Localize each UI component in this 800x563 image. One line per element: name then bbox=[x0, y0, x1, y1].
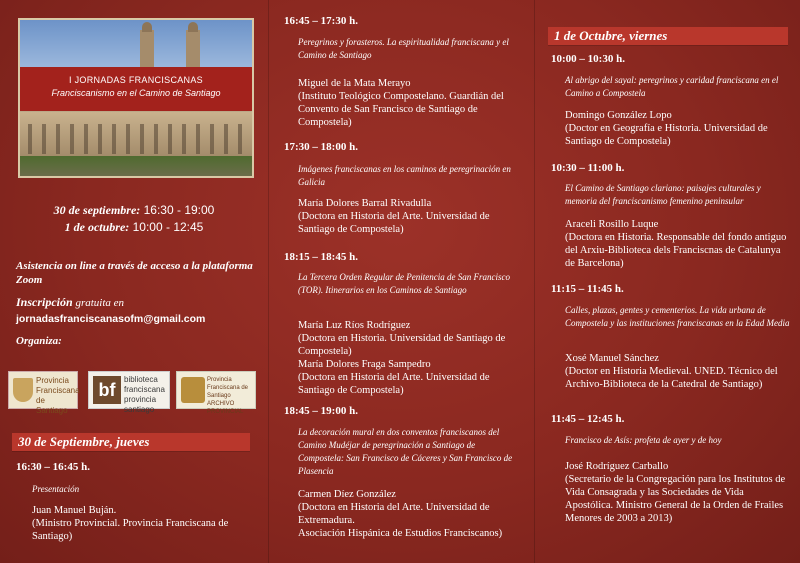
online-note: Asistencia on line a través de acceso a la plataforma Zoom bbox=[16, 260, 253, 286]
session-title: Al abrigo del sayal: peregrinos y caridad franciscana en el Camino a Compostela bbox=[565, 75, 779, 98]
date-label: 1 de octubre bbox=[64, 220, 126, 234]
cover-image bbox=[18, 18, 254, 178]
session-title: Francisco de Asís: profeta de ayer y de hoy bbox=[565, 435, 722, 445]
inscription-text: gratuita en bbox=[75, 297, 125, 309]
bf-mark: bf bbox=[93, 376, 121, 404]
date-time: 16:30 - 19:00 bbox=[143, 203, 215, 217]
session-title: Imágenes franciscanas en los caminos de peregrinación en Galicia bbox=[298, 164, 511, 187]
session-speaker: Carmen Díez González (Doctora en Historia del Arte. Universidad de Extremadura. Asociación Hispánica de Estudios Franciscanos) bbox=[298, 489, 503, 539]
archivo-provincial-logo bbox=[176, 371, 256, 415]
cover-subtitle: Franciscanismo en el Camino de Santiago bbox=[51, 88, 221, 98]
day-header bbox=[548, 27, 788, 45]
biblioteca-franciscana-logo bbox=[88, 371, 170, 414]
logo-text: Provincia Franciscana de Santiago ARCHIVO PROVINCIAL bbox=[207, 377, 249, 415]
garden bbox=[20, 156, 252, 176]
session-speaker: Xosé Manuel Sánchez (Doctor en Historia Medieval. UNED. Técnico del Archivo-Biblioteca de la Catedral de Santiago) bbox=[565, 353, 778, 390]
session-speaker: María Dolores Barral Rivadulla (Doctora en Historia del Arte. Universidad de Santiago de Compostela) bbox=[298, 198, 490, 235]
session-speaker: Domingo González Lopo (Doctor en Geografía e Historia. Universidad de Santiago de Compostela) bbox=[565, 110, 768, 147]
cover-title: I JORNADAS FRANCISCANAS bbox=[69, 75, 203, 85]
provincia-franciscana-logo bbox=[8, 371, 80, 415]
date-time: 10:00 - 12:45 bbox=[132, 220, 204, 234]
session-speaker: José Rodríguez Carballo (Secretario de la Congregación para los Institutos de Vida Consagrada y las Sociedades de Vida Apostólica. Ministro General de la Orden de Frailes Menores de 2003 a 2013) bbox=[565, 461, 786, 524]
session-title: El Camino de Santiago clariano: paisajes culturales y memoria del franciscanismo femenino peninsular bbox=[565, 183, 761, 206]
column-divider bbox=[534, 0, 535, 563]
inscription-email[interactable]: jornadasfranciscanasofm@gmail.com bbox=[16, 313, 206, 325]
convent-windows bbox=[28, 124, 244, 154]
logo-text: biblioteca franciscana provincia santiago bbox=[124, 375, 165, 414]
session-time: 18:15 – 18:45 h. bbox=[284, 251, 358, 263]
session-title: La decoración mural en dos conventos franciscanos del Camino Mudéjar de peregrinación a Santiago de Compostela: San Francisco de Cáceres y San Francisco de Plasencia bbox=[298, 427, 513, 476]
session-speaker: Miguel de la Mata Merayo (Instituto Teológico Compostelano. Guardián del Convento de San Francisco de Santiago de Compostela) bbox=[298, 78, 504, 128]
session-time: 10:00 – 10:30 h. bbox=[551, 53, 625, 65]
organizer-logos bbox=[8, 371, 262, 415]
session-title: La Tercera Orden Regular de Penitencia de San Francisco (TOR). Itinerarios en los Caminos de Santiago bbox=[298, 272, 510, 295]
session-title: Presentación bbox=[32, 484, 80, 494]
session-speaker: María Luz Ríos Rodríguez (Doctora en Historia. Universidad de Santiago de Compostela) María Dolores Fraga Sampedro (Doctora en Historia del Arte. Universidad de Santiago de Compostela) bbox=[298, 320, 506, 396]
cover-banner bbox=[20, 67, 252, 111]
session-speaker: Juan Manuel Buján. (Ministro Provincial. Provincia Franciscana de Santiago) bbox=[32, 505, 229, 542]
seal-icon bbox=[181, 377, 205, 403]
session-time: 11:45 – 12:45 h. bbox=[551, 413, 625, 425]
date-label: 30 de septiembre bbox=[53, 203, 137, 217]
session-time: 18:45 – 19:00 h. bbox=[284, 405, 358, 417]
day-title: 30 de Septiembre, jueves bbox=[18, 434, 150, 449]
session-time: 11:15 – 11:45 h. bbox=[551, 283, 624, 295]
session-time: 16:45 – 17:30 h. bbox=[284, 15, 358, 27]
session-time: 17:30 – 18:00 h. bbox=[284, 141, 358, 153]
logo-text: Provincia Franciscana de Santiago bbox=[36, 376, 80, 415]
session-title: Peregrinos y forasteros. La espiritualidad franciscana y el Camino de Santiago bbox=[298, 37, 509, 60]
session-title: Calles, plazas, gentes y cementerios. La vida urbana de Compostela y las instituciones franciscanas en la Edad Media bbox=[565, 305, 790, 328]
inscription bbox=[16, 295, 261, 326]
inscription-label: Inscripción bbox=[16, 295, 73, 309]
event-dates: 30 de septiembre: 16:30 - 19:00 1 de octubre: 10:00 - 12:45 bbox=[53, 203, 215, 234]
day-title: 1 de Octubre, viernes bbox=[554, 28, 668, 43]
session-time: 10:30 – 11:00 h. bbox=[551, 162, 625, 174]
column-divider bbox=[268, 0, 269, 563]
organiza-label: Organiza: bbox=[16, 335, 62, 347]
shield-icon bbox=[13, 378, 33, 402]
day-header bbox=[12, 433, 250, 451]
session-speaker: Araceli Rosillo Luque (Doctora en Historia. Responsable del fondo antiguo del Arxiu-Biblioteca dels Franciscnas de Catalunya de Barcelona) bbox=[565, 219, 787, 269]
session-time: 16:30 – 16:45 h. bbox=[16, 461, 90, 473]
